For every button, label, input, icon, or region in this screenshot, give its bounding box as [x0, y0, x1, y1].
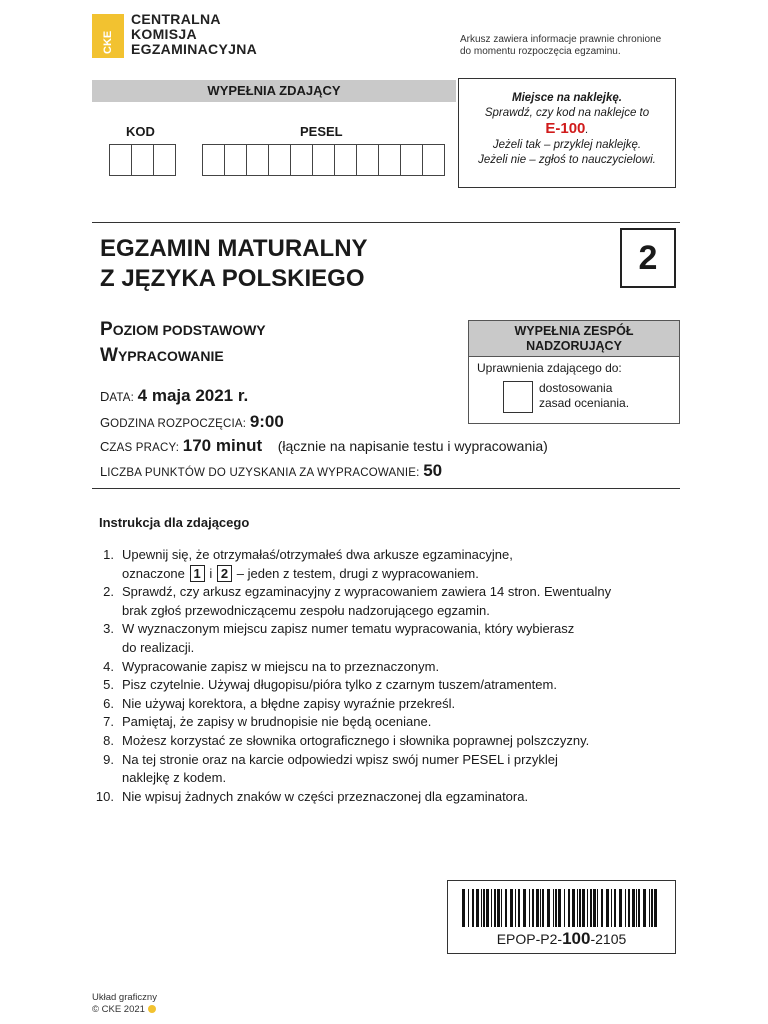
- team-header: WYPEŁNIA ZESPÓŁ NADZORUJĄCY: [469, 321, 679, 357]
- list-item: 6. Nie używaj korektora, a błędne zapisy wyraźnie przekreśl.: [103, 695, 456, 711]
- barcode-bar: [568, 889, 570, 927]
- barcode-bar: [579, 889, 581, 927]
- barcode-bar: [536, 889, 539, 927]
- pesel-label: PESEL: [300, 124, 343, 139]
- pesel-cell[interactable]: [290, 144, 313, 176]
- barcode-bar: [636, 889, 637, 927]
- barcode-bar: [651, 889, 653, 927]
- barcode-bar: [505, 889, 507, 927]
- barcode-bar: [491, 889, 492, 927]
- barcode-bar: [593, 889, 596, 927]
- pesel-cell[interactable]: [422, 144, 445, 176]
- pesel-cell[interactable]: [400, 144, 423, 176]
- list-item: 1. Upewnij się, że otrzymałaś/otrzymałeś dwa arkusze egzaminacyjne, oznaczone 1 i 2 – jeden z testem, drugi z wypracowaniem.: [103, 547, 513, 581]
- exam-duration: CZAS PRACY: 170 minut (łącznie na napisanie testu i wypracowania): [100, 436, 548, 455]
- barcode-bar: [577, 889, 578, 927]
- barcode-bar: [601, 889, 603, 927]
- barcode-bar: [540, 889, 541, 927]
- pesel-cell[interactable]: [378, 144, 401, 176]
- pesel-input-grid[interactable]: [203, 144, 445, 176]
- accommodation-checkbox[interactable]: [503, 381, 533, 413]
- list-item: 9. Na tej stronie oraz na karcie odpowiedzi wpisz swój numer PESEL i przyklej naklejkę z kodem.: [103, 751, 558, 786]
- pesel-cell[interactable]: [224, 144, 247, 176]
- barcode-bar: [654, 889, 657, 927]
- barcode-bar: [486, 889, 489, 927]
- accommodation-label: dostosowania zasad oceniania.: [539, 381, 630, 410]
- pesel-cell[interactable]: [202, 144, 225, 176]
- exam-start-time: GODZINA ROZPOCZĘCIA: 9:00: [100, 412, 284, 431]
- list-item: 10. Nie wpisuj żadnych znaków w części przeznaczonej dla egzaminatora.: [95, 788, 529, 804]
- protection-notice: Arkusz zawiera informacje prawnie chronione do momentu rozpoczęcia egzaminu.: [460, 34, 662, 57]
- barcode-bar: [582, 889, 585, 927]
- barcode-bar: [628, 889, 630, 927]
- pesel-cell[interactable]: [312, 144, 335, 176]
- barcode-graphic: [462, 889, 660, 927]
- divider: [92, 222, 680, 223]
- barcode-bar: [590, 889, 592, 927]
- barcode-bar: [532, 889, 534, 927]
- sticker-box[interactable]: Miejsce na naklejkę. Sprawdź, czy kod na naklejce to E-100. Jeżeli tak – przyklej naklejkę. Jeżeli nie – zgłoś to nauczycielowi.: [458, 78, 676, 188]
- barcode-bar: [638, 889, 640, 927]
- list-item: 5. Pisz czytelnie. Używaj długopisu/pióra tylko z czarnym tuszem/atramentem.: [103, 677, 557, 693]
- barcode-bar: [476, 889, 479, 927]
- student-fill-band: WYPEŁNIA ZDAJĄCY: [92, 80, 456, 102]
- cke-logo-mark: [92, 14, 124, 58]
- sheet-box-2: 2: [217, 565, 232, 582]
- supervisory-team-box: WYPEŁNIA ZESPÓŁ NADZORUJĄCY Uprawnienia zdającego do: dostosowania zasad oceniania.: [468, 320, 680, 424]
- barcode-bar: [501, 889, 502, 927]
- barcode-bar: [632, 889, 635, 927]
- barcode-bar: [483, 889, 485, 927]
- barcode-bar: [547, 889, 550, 927]
- exam-date: DATA: 4 maja 2021 r.: [100, 386, 249, 405]
- cke-dot-icon: [148, 1005, 156, 1013]
- barcode-bar: [619, 889, 622, 927]
- list-item: 3. W wyznaczonym miejscu zapisz numer tematu wypracowania, który wybierasz do realizacji.: [103, 621, 575, 655]
- barcode-bar: [510, 889, 513, 927]
- barcode-bar: [649, 889, 650, 927]
- kod-cell[interactable]: [109, 144, 132, 176]
- barcode-bar: [515, 889, 516, 927]
- list-item: 2. Sprawdź, czy arkusz egzaminacyjny z wypracowaniem zawiera 14 stron. Ewentualny brak zgłoś przewodniczącemu zespołu nadzorującego egzamin.: [103, 584, 612, 618]
- barcode-bar: [587, 889, 588, 927]
- pesel-cell[interactable]: [334, 144, 357, 176]
- list-item: 8. Możesz korzystać ze słownika ortograficznego i słownika poprawnej polszczyzny.: [103, 732, 590, 748]
- divider: [92, 488, 680, 489]
- barcode-bar: [625, 889, 626, 927]
- barcode-bar: [518, 889, 520, 927]
- barcode-bar: [564, 889, 565, 927]
- exam-part: WYPRACOWANIE: [100, 345, 224, 366]
- cke-logo-text: CENTRALNA KOMISJA EGZAMINACYJNA: [131, 11, 258, 57]
- cke-logo-letters: CKE: [102, 30, 114, 54]
- barcode-bar: [558, 889, 561, 927]
- exam-code: E-100: [545, 120, 586, 137]
- barcode-bar: [555, 889, 557, 927]
- pesel-cell[interactable]: [268, 144, 291, 176]
- barcode-bar: [553, 889, 554, 927]
- barcode-bar: [614, 889, 616, 927]
- barcode-bar: [472, 889, 474, 927]
- barcode-bar: [643, 889, 646, 927]
- barcode-bar: [468, 889, 469, 927]
- kod-label: KOD: [126, 124, 155, 139]
- barcode-text: EPOP-P2-100-2105: [496, 929, 627, 948]
- footer-credit: Układ graficzny © CKE 2021: [92, 992, 157, 1015]
- kod-cell[interactable]: [153, 144, 176, 176]
- barcode-bar: [597, 889, 598, 927]
- kod-cell[interactable]: [131, 144, 154, 176]
- sheet-number: 2: [620, 228, 676, 288]
- barcode-box: [447, 880, 676, 954]
- barcode-bar: [572, 889, 575, 927]
- barcode-bar: [606, 889, 609, 927]
- barcode-bar: [523, 889, 526, 927]
- barcode-bar: [494, 889, 496, 927]
- list-item: 4. Wypracowanie zapisz w miejscu na to przeznaczonym.: [103, 658, 440, 674]
- barcode-bar: [529, 889, 530, 927]
- barcode-bar: [481, 889, 482, 927]
- barcode-bar: [462, 889, 465, 927]
- barcode-bar: [611, 889, 612, 927]
- barcode-bar: [542, 889, 544, 927]
- list-item: 7. Pamiętaj, że zapisy w brudnopisie nie będą oceniane.: [103, 714, 432, 730]
- pesel-cell[interactable]: [246, 144, 269, 176]
- barcode-bar: [497, 889, 500, 927]
- exam-points: LICZBA PUNKTÓW DO UZYSKANIA ZA WYPRACOWANIE: 50: [100, 461, 443, 480]
- kod-input-grid[interactable]: [110, 144, 176, 176]
- instructions-heading: Instrukcja dla zdającego: [99, 515, 250, 530]
- exam-title: EGZAMIN MATURALNY Z JĘZYKA POLSKIEGO: [100, 235, 368, 292]
- instructions-list: [92, 546, 652, 806]
- pesel-cell[interactable]: [356, 144, 379, 176]
- sheet-box-1: 1: [190, 565, 205, 582]
- exam-level: POZIOM PODSTAWOWY: [100, 319, 266, 340]
